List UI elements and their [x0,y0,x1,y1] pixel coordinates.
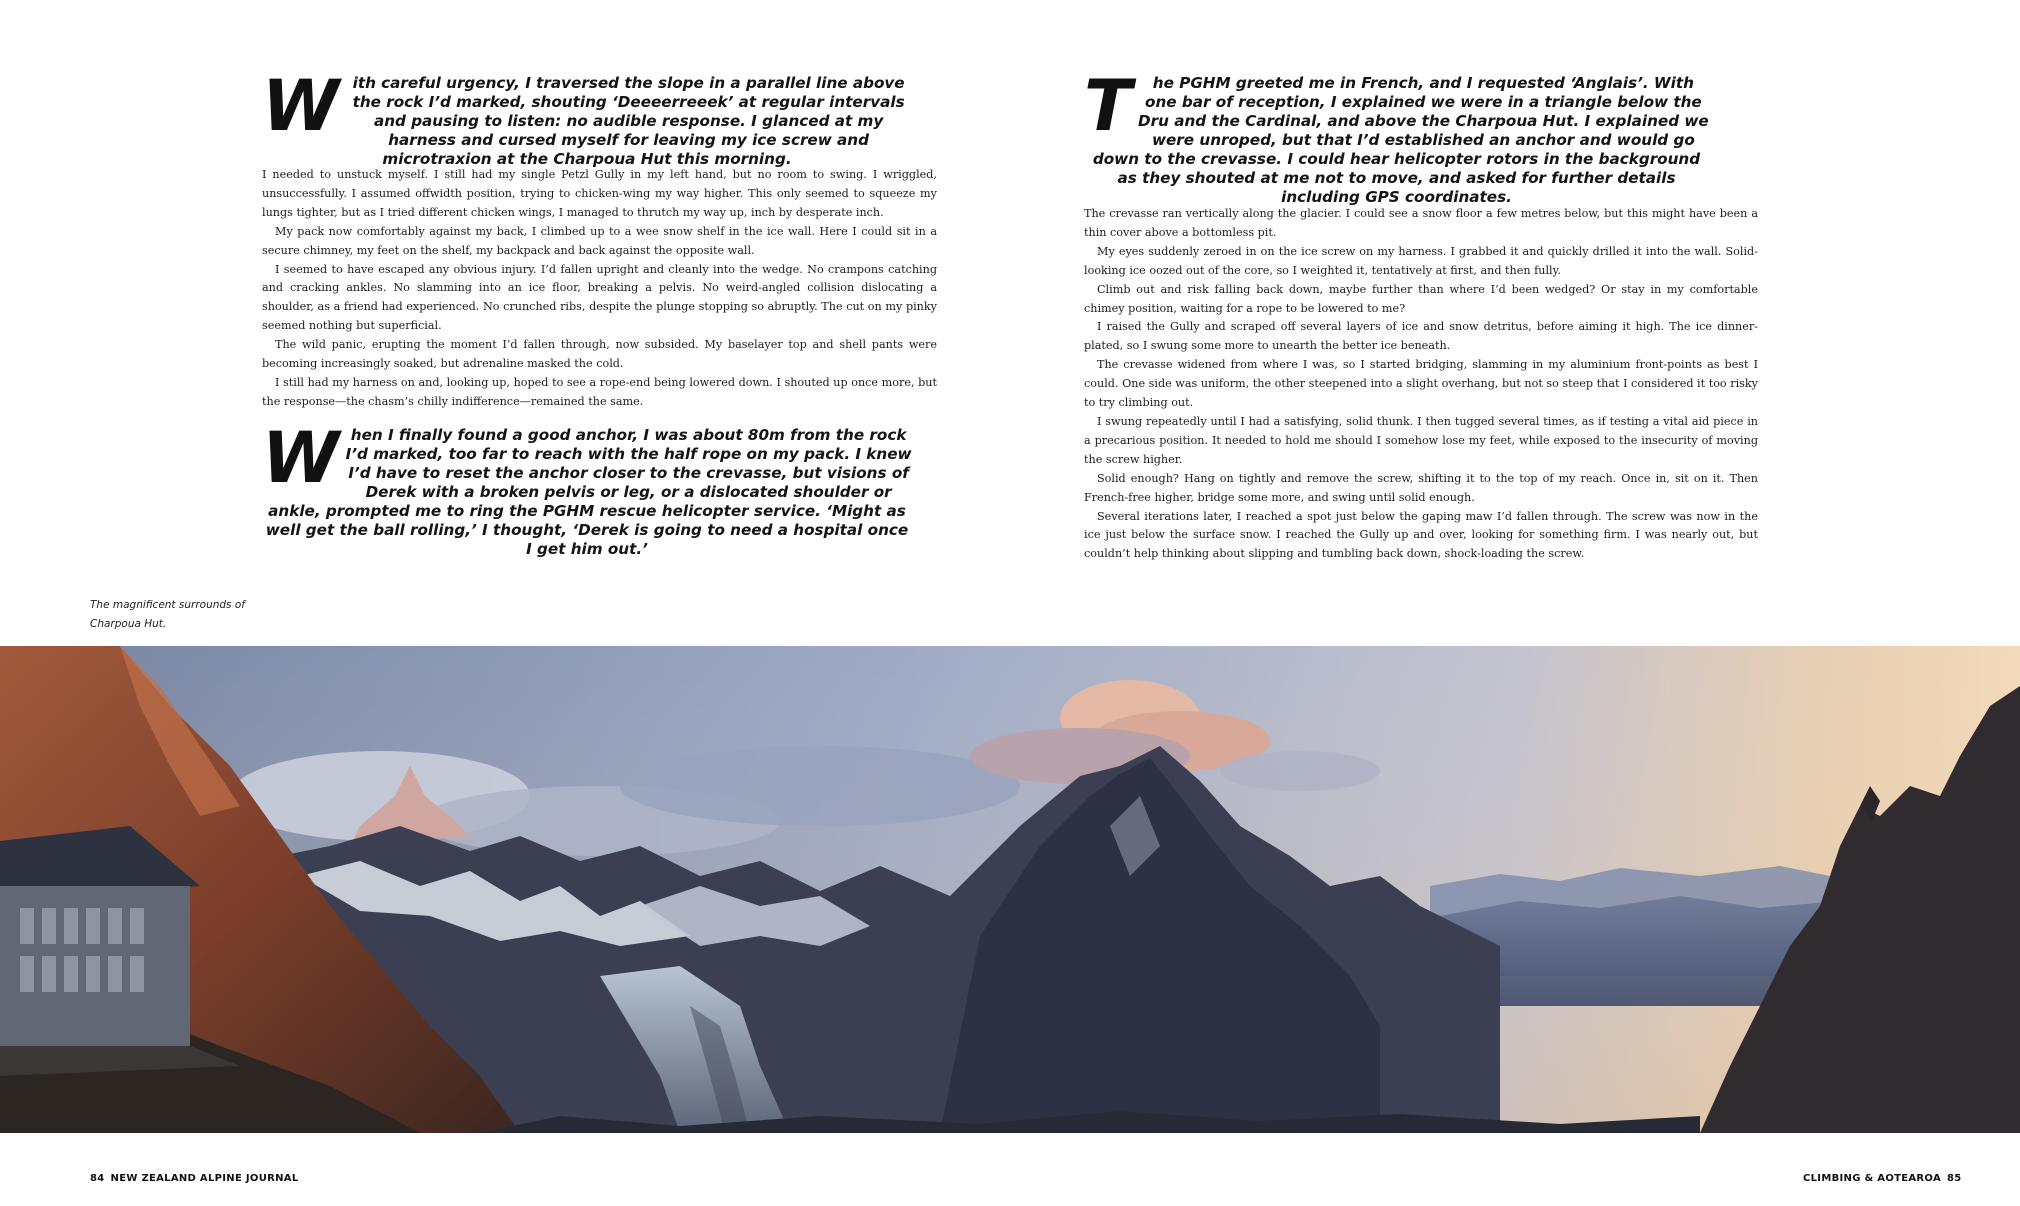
pull-quote-text [262,417,912,559]
paragraph: The crevasse ran vertically along the glacier. I could see a snow floor a few metres below, but this might have been a thin cover above a bottomless pit. [1084,207,1758,239]
pull-quote-body: ith careful urgency, I traversed the slope in a parallel line above the rock I’d marked, shouting ‘Deeeerreeek’ at regular intervals and pausing to listen: no audible response. I glanced at my harness and cursed myself for leaving my ice screw and microtraxion at the Charpoua Hut this morning. [352,74,905,168]
paragraph: I swung repeatedly until I had a satisfying, solid thunk. I then tugged several times, as if testing a vital aid piece in a precarious position. It needed to hold me should I somehow lose my feet, while exposed to the insecurity of moving the screw higher. [1084,414,1758,466]
paragraph: I needed to unstuck myself. I still had my single Petzl Gully in my left hand, but no room to swing. I wriggled, unsuccessfully. I assumed offwidth position, trying to chicken-wing my way higher. This only seemed to squeeze my lungs tighter, but as I tried different chicken wings, I managed to thrutch my way up, inch by desperate inch. [262,168,937,219]
pull-quote-text [1084,65,1709,207]
paragraph: Several iterations later, I reached a spot just below the gaping maw I’d fallen through. The screw was now in the ice just below the surface snow. I reached the Gully up and over, looking for something firm. I was nearly out, but couldn’t help thinking about slipping and tumbling back down, shock-loading the screw. [1084,509,1758,561]
paragraph: I seemed to have escaped any obvious injury. I’d fallen upright and cleanly into the wedge. No crampons catching and cracking ankles. No slamming into an ice floor, breaking a pelvis. No weird-angled collision dislocating a shoulder, as a friend had experienced. No crunched ribs, despite the plunge stopping so abruptly. The cut on my pinky seemed nothing but superficial. [262,262,937,333]
left-pull-quote-2 [262,417,912,559]
right-pull-quote [1084,65,1709,207]
paragraph: Solid enough? Hang on tightly and remove the screw, shifting it to the top of my reach. Once in, sit on it. Then French-free higher, bridge some more, and swing until solid enough. [1084,471,1758,504]
paragraph: Climb out and risk falling back down, maybe further than where I’d been wedged? Or stay in my comfortable chimey position, waiting for a rope to be lowered to me? [1084,282,1758,315]
paragraph: My pack now comfortably against my back, I climbed up to a wee snow shelf in the ice wall. Here I could sit in a secure chimney, my feet on the shelf, my backpack and back against the opposite wall. [262,224,937,257]
right-body-text [1084,205,1758,564]
drop-cap: T [1084,65,1132,147]
pull-quote-body: hen I finally found a good anchor, I was about 80m from the rock I’d marked, too far to reach with the half rope on my pack. I knew I’d have to reset the anchor closer to the crevasse, but visions of Derek with a broken pelvis or leg, or a dislocated shoulder or ankle, prompted me to ring the PGHM rescue helicopter service. ‘Might as well get the ball rolling,’ I thought, ‘Derek is going to need a hospital once I get him out.’ [265,426,912,558]
footer-left [90,1173,305,1184]
page-number: 85 [1947,1173,1962,1184]
paragraph: I still had my harness on and, looking up, hoped to see a rope-end being lowered down. I shouted up once more, but the response—the chasm’s chilly indifference—remained the same. [262,375,937,408]
footer-right [1803,1173,1968,1184]
left-body-text [262,166,937,412]
mountain-panorama-illustration [0,646,2020,1133]
pull-quote-text [262,65,912,169]
journal-title: NEW ZEALAND ALPINE JOURNAL [110,1173,299,1184]
section-title: CLIMBING & AOTEAROA [1803,1173,1941,1184]
left-pull-quote-1 [262,65,912,169]
mountain-panorama-photo [0,646,2020,1133]
pull-quote-body: he PGHM greeted me in French, and I requested ‘Anglais’. With one bar of reception, I explained we were in a triangle below the Dru and the Cardinal, and above the Charpoua Hut. I explained we were unroped, but that I’d established an anchor and would go down to the crevasse. I could hear helicopter rotors in the background as they shouted at me not to move, and asked for further details including GPS coordinates. [1092,74,1709,206]
paragraph: I raised the Gully and scraped off several layers of ice and snow detritus, before aiming it high. The ice dinner-plated, so I swung some more to unearth the better ice beneath. [1084,320,1758,353]
drop-cap: W [262,65,340,147]
paragraph: The crevasse widened from where I was, so I started bridging, slamming in my aluminium front-points as best I could. One side was uniform, the other steepened into a slight overhang, but not so steep that I considered it too risky to try climbing out. [1084,358,1758,410]
photo-caption: The magnificent surrounds of Charpoua Hut. [90,599,245,630]
drop-cap: W [262,417,340,499]
paragraph: My eyes suddenly zeroed in on the ice screw on my harness. I grabbed it and quickly drilled it into the wall. Solid-looking ice oozed out of the core, so I weighted it, tentatively at first, and then fully. [1084,244,1758,277]
paragraph: The wild panic, erupting the moment I’d fallen through, now subsided. My baselayer top and shell pants were becoming increasingly soaked, but adrenaline masked the cold. [262,338,937,371]
page-number: 84 [90,1173,105,1184]
